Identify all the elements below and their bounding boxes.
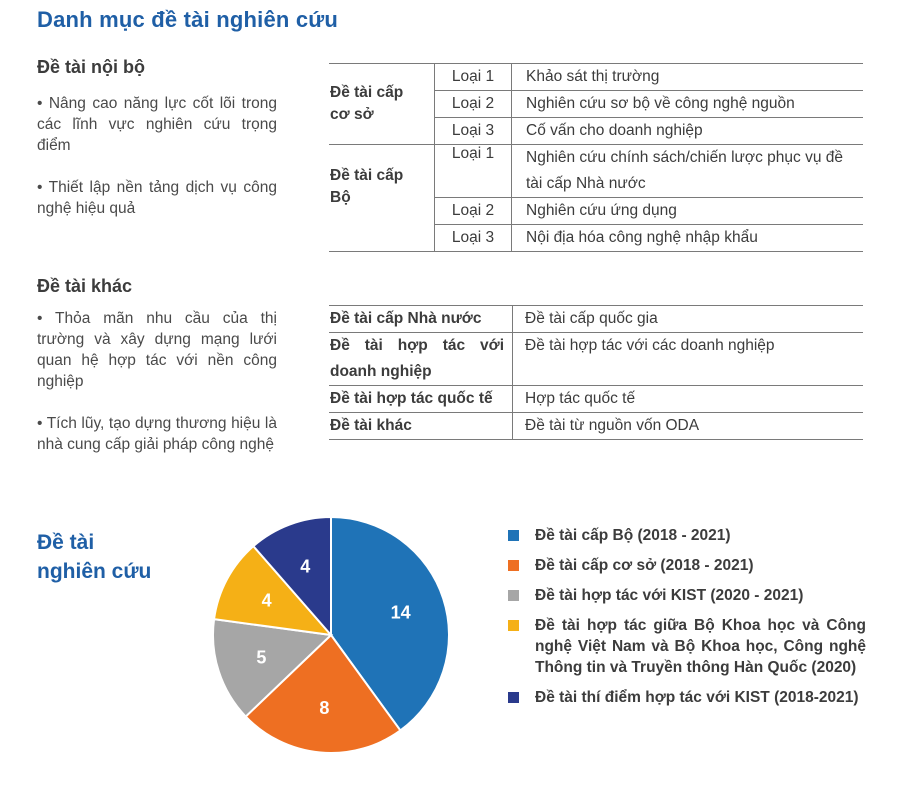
type-cell: Loại 1	[435, 145, 512, 198]
legend-item	[508, 555, 866, 576]
type-cell: Loại 2	[435, 198, 512, 225]
legend-swatch	[508, 620, 519, 631]
legend-item	[508, 687, 866, 708]
legend-item	[508, 525, 866, 546]
internal-section-title: Đề tài nội bộ	[37, 57, 145, 77]
type-cell: Loại 1	[435, 64, 512, 91]
legend-label: Đề tài hợp tác giữa Bộ Khoa học và Công nghệ Việt Nam và Bộ Khoa học, Công nghệ Thông tin và Truyền thông Hàn Quốc (2020)	[535, 617, 866, 676]
chart-title: Đề tài nghiên cứu	[37, 531, 152, 583]
legend-label: Đề tài thí điểm hợp tác với KIST (2018-2021)	[535, 689, 859, 706]
pie-data-label: 5	[256, 647, 267, 668]
legend-item	[508, 615, 866, 678]
legend-swatch	[508, 692, 519, 703]
value-cell: Đề tài hợp tác với các doanh nghiệp	[513, 333, 864, 386]
page-title: Danh mục đề tài nghiên cứu	[37, 7, 339, 32]
desc-cell: Nội địa hóa công nghệ nhập khẩu	[512, 225, 864, 252]
chart-legend	[508, 525, 866, 717]
pie-data-label: 4	[261, 590, 272, 611]
other-bullet-2: • Tích lũy, tạo dựng thương hiệu là nhà cung cấp giải pháp công nghệ	[37, 415, 277, 453]
desc-cell: Khảo sát thị trường	[512, 64, 864, 91]
type-cell: Loại 3	[435, 225, 512, 252]
pie-data-label: 4	[300, 556, 311, 577]
desc-cell: Nghiên cứu ứng dụng	[512, 198, 864, 225]
internal-bullet-2: • Thiết lập nền tảng dịch vụ công nghệ hiệu quả	[37, 179, 277, 217]
legend-label: Đề tài cấp cơ sở (2018 - 2021)	[535, 557, 754, 574]
key-cell: Đề tài hợp tác với doanh nghiệp	[329, 333, 513, 386]
other-section-title: Đề tài khác	[37, 276, 133, 296]
pie-data-label: 8	[319, 697, 330, 718]
legend-swatch	[508, 560, 519, 571]
key-cell: Đề tài hợp tác quốc tế	[329, 386, 513, 413]
group-name: Đề tài cấp cơ sở	[329, 64, 435, 145]
internal-bullet-1: • Nâng cao năng lực cốt lõi trong các lĩnh vực nghiên cứu trọng điểm	[37, 95, 277, 154]
desc-cell: Nghiên cứu chính sách/chiến lược phục vụ đề tài cấp Nhà nước	[512, 145, 864, 198]
other-bullet-1: • Thỏa mãn nhu cầu của thị trường và xây dựng mạng lưới quan hệ hợp tác với nền công nghiệp	[37, 310, 277, 390]
legend-label: Đề tài hợp tác với KIST (2020 - 2021)	[535, 587, 804, 604]
pie-data-label: 14	[390, 602, 411, 623]
legend-swatch	[508, 530, 519, 541]
legend-item	[508, 585, 866, 606]
desc-cell: Cố vấn cho doanh nghiệp	[512, 118, 864, 145]
type-cell: Loại 2	[435, 91, 512, 118]
legend-swatch	[508, 590, 519, 601]
key-cell: Đề tài khác	[329, 413, 513, 440]
legend-label: Đề tài cấp Bộ (2018 - 2021)	[535, 527, 731, 544]
value-cell: Hợp tác quốc tế	[513, 386, 864, 413]
value-cell: Đề tài từ nguồn vốn ODA	[513, 413, 864, 440]
group-name: Đề tài cấp Bộ	[329, 145, 435, 252]
type-cell: Loại 3	[435, 118, 512, 145]
value-cell: Đề tài cấp quốc gia	[513, 306, 864, 333]
desc-cell: Nghiên cứu sơ bộ về công nghệ nguồn	[512, 91, 864, 118]
key-cell: Đề tài cấp Nhà nước	[329, 306, 513, 333]
